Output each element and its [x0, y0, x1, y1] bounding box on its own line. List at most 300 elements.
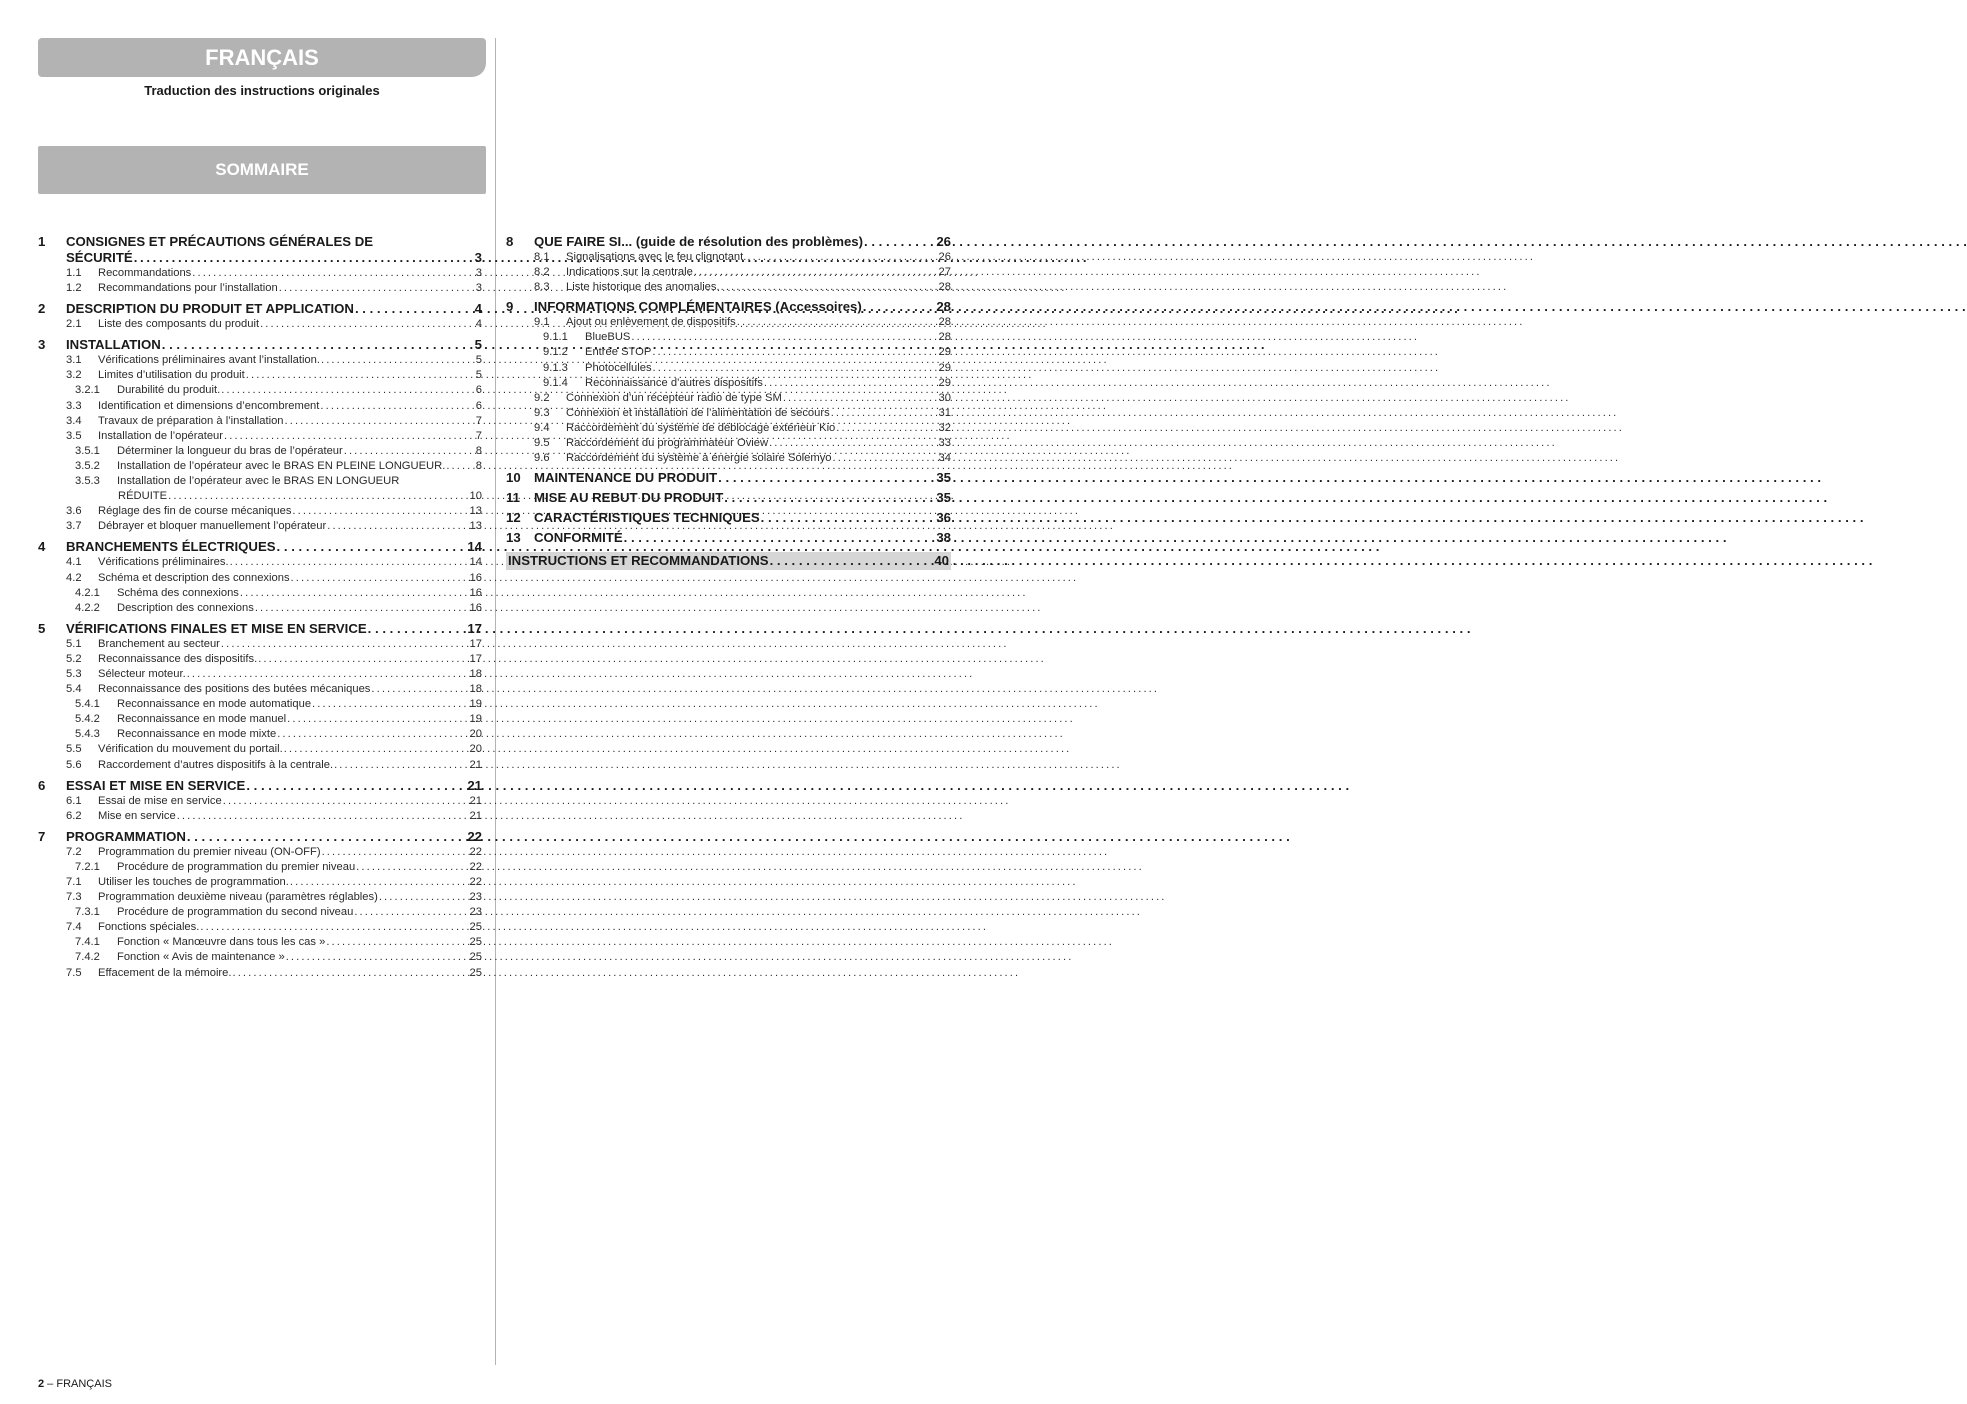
toc-entry-subsection[interactable]	[38, 652, 482, 667]
toc-entry-title-cont: RÉDUITE	[118, 490, 168, 503]
toc-entry-title: Liste des composants du produit	[98, 318, 260, 331]
toc-entry-page: 18	[469, 667, 482, 680]
toc-entry-page: 38	[936, 530, 951, 546]
toc-entry-number: 1	[38, 234, 46, 249]
toc-leader-dots	[770, 553, 934, 569]
toc-leader-dots	[631, 330, 937, 345]
toc-entry-title: INSTRUCTIONS ET RECOMMANDATIONS	[508, 553, 769, 569]
toc-entry-chapter[interactable]	[38, 234, 482, 250]
toc-entry-number: 3.5	[66, 429, 82, 442]
toc-leader-dots	[769, 436, 937, 451]
toc-entry-page: 5	[475, 369, 482, 382]
toc-leader-dots	[287, 712, 468, 727]
toc-entry-title: Indications sur la centrale	[566, 266, 693, 279]
toc-entry-title: Entrée STOP	[585, 346, 652, 359]
toc-entry-page: 27	[938, 266, 951, 279]
toc-entry-number: 8.3	[534, 281, 550, 294]
page-footer	[38, 1378, 112, 1390]
toc-section	[38, 539, 482, 615]
toc-entry-title: Limites d’utilisation du produit	[98, 369, 245, 382]
toc-entry-chapter[interactable]	[38, 337, 482, 353]
toc-entry-title: Schéma des connexions	[117, 586, 239, 599]
toc-entry-page: 25	[469, 951, 482, 964]
toc-entry-title: CONFORMITÉ	[534, 530, 623, 546]
toc-entry-subsection[interactable]	[506, 280, 951, 295]
toc-section	[38, 829, 482, 981]
toc-entry-subsection[interactable]	[38, 601, 482, 616]
toc-entry-number: 5.5	[66, 743, 82, 756]
toc-entry-subsection[interactable]	[38, 682, 482, 697]
toc-entry-page: 17	[469, 652, 482, 665]
toc-entry-number: 7.1	[66, 876, 82, 888]
toc-entry-number: 7.4.2	[75, 951, 100, 964]
toc-leader-dots	[260, 317, 475, 332]
toc-leader-dots	[836, 421, 937, 436]
toc-entry-number: 13	[506, 530, 521, 546]
toc-entry-chapter[interactable]	[38, 301, 482, 317]
toc-entry-title: Essai de mise en service	[98, 794, 222, 807]
toc-entry-title: Vérifications préliminaires.	[98, 556, 229, 569]
toc-leader-dots	[863, 299, 936, 315]
toc-entry-chapter[interactable]	[38, 778, 482, 794]
toc-entry-page: 29	[938, 376, 951, 389]
toc-entry-subsection[interactable]	[38, 809, 482, 824]
toc-entry-subsection[interactable]	[506, 345, 951, 360]
toc-entry-title: BlueBUS	[585, 331, 631, 344]
toc-right-column	[506, 234, 951, 570]
toc-entry-number: 9.1.2	[543, 346, 568, 359]
toc-leader-dots	[721, 280, 938, 295]
toc-leader-dots	[321, 353, 475, 368]
toc-entry-page: 40	[934, 553, 949, 569]
toc-entry-page: 29	[938, 361, 951, 374]
toc-entry-title: Réglage des fin de course mécaniques	[98, 505, 292, 518]
toc-entry-subsection[interactable]	[38, 845, 482, 860]
toc-entry-title: Vérification du mouvement du portail.	[98, 743, 283, 756]
toc-leader-dots	[221, 637, 469, 652]
toc-entry-title: VÉRIFICATIONS FINALES ET MISE EN SERVICE	[66, 620, 367, 636]
toc-entry-chapter[interactable]	[506, 299, 951, 315]
toc-entry-page: 8	[475, 459, 482, 472]
toc-leader-dots	[284, 742, 469, 757]
toc-entry-chapter[interactable]	[506, 530, 951, 546]
toc-entry-subsection-cont[interactable]	[38, 489, 482, 504]
toc-leader-dots	[277, 727, 468, 742]
toc-entry-subsection[interactable]	[38, 667, 482, 682]
toc-entry-number: 3.1	[66, 354, 82, 367]
toc-entry-number: 3.5.2	[75, 459, 100, 472]
toc-entry-title: Description des connexions	[117, 601, 254, 614]
toc-entry-chapter[interactable]	[506, 490, 951, 506]
toc-leader-dots	[279, 281, 475, 296]
toc-entry-page: 4	[475, 318, 482, 331]
toc-entry-number: 4.2	[66, 571, 82, 584]
toc-entry-chapter[interactable]	[38, 621, 482, 637]
toc-entry-title: Liste historique des anomalies.	[566, 281, 720, 294]
toc-entry-subsection[interactable]	[38, 860, 482, 875]
toc-entry-title: CONSIGNES ET PRÉCAUTIONS GÉNÉRALES DE	[66, 234, 374, 249]
toc-entry-page: 21	[469, 809, 482, 822]
toc-entry-subsection[interactable]	[38, 383, 482, 398]
toc-entry-page: 14	[469, 556, 482, 569]
toc-entry-number: 6	[38, 777, 46, 793]
toc-leader-dots	[355, 301, 474, 317]
toc-entry-title: Mise en service	[98, 809, 176, 822]
toc-leader-dots	[864, 234, 935, 250]
toc-entry-title: Sélecteur moteur.	[98, 667, 186, 680]
toc-entry-number: 3.6	[66, 505, 82, 518]
toc-entry-title: DESCRIPTION DU PRODUIT ET APPLICATION	[66, 301, 354, 317]
toc-leader-dots	[258, 652, 468, 667]
toc-entry-title: Fonction « Manœuvre dans tous les cas »	[117, 936, 326, 949]
toc-entry-page: 7	[475, 429, 482, 442]
toc-leader-dots	[322, 845, 469, 860]
toc-entry-page: 4	[474, 301, 482, 317]
toc-section	[38, 301, 482, 332]
toc-entry-number: 9.4	[534, 421, 550, 434]
toc-entry-title: Signalisations avec le feu clignotant.	[566, 251, 747, 263]
toc-leader-dots	[240, 586, 469, 601]
toc-entry-subsection[interactable]	[38, 966, 482, 981]
toc-entry-title: Procédure de programmation du second niveau	[117, 906, 354, 919]
toc-entry-subsection[interactable]	[506, 265, 951, 280]
toc-entry-subsection[interactable]	[506, 451, 951, 466]
document-subtitle: Traduction des instructions originales	[144, 83, 380, 98]
toc-entry-title: Débrayer et bloquer manuellement l’opérateur	[98, 520, 327, 533]
toc-entry-number: 4	[38, 539, 46, 555]
toc-entry-number: 9.1.3	[543, 361, 568, 374]
toc-entry-title: ESSAI ET MISE EN SERVICE	[66, 777, 246, 793]
toc-entry-subsection[interactable]	[38, 905, 482, 920]
toc-entry-number: 3.3	[66, 399, 82, 412]
language-banner: FRANÇAIS	[38, 38, 486, 77]
toc-entry-title: Ajout ou enlèvement de dispositifs	[566, 316, 736, 329]
toc-entry-title: Reconnaissance d’autres dispositifs	[585, 376, 763, 389]
toc-entry-subsection[interactable]	[38, 920, 482, 935]
toc-entry-chapter[interactable]	[506, 234, 951, 250]
toc-entry-subsection[interactable]	[506, 315, 951, 330]
toc-leader-dots	[187, 829, 466, 845]
footer-page-number: 2	[38, 1378, 45, 1390]
toc-entry-page: 28	[938, 331, 951, 344]
toc-entry-page: 6	[475, 384, 482, 397]
toc-entry-title: Installation de l’opérateur avec le BRAS EN PLEINE LONGUEUR.	[117, 459, 446, 472]
toc-entry-number: 7.3	[66, 891, 82, 904]
toc-leader-dots	[764, 376, 938, 391]
toc-entry-subsection[interactable]	[38, 317, 482, 332]
toc-entry-title: Identification et dimensions d’encombrement	[98, 399, 320, 412]
toc-entry-subsection[interactable]	[38, 519, 482, 534]
toc-entry-number: 9.3	[534, 406, 550, 419]
toc-entry-subsection[interactable]	[38, 875, 482, 890]
toc-entry-number: 7.5	[66, 966, 82, 979]
toc-entry-instructions-highlight[interactable]	[506, 552, 951, 570]
toc-entry-page: 31	[938, 406, 951, 419]
toc-entry-page: 28	[938, 316, 951, 329]
toc-leader-dots	[312, 697, 469, 712]
toc-entry-subsection[interactable]	[38, 474, 482, 489]
toc-entry-number: 7.3.1	[75, 906, 100, 919]
toc-leader-dots	[224, 429, 475, 444]
toc-entry-number: 5.4.1	[75, 698, 100, 711]
toc-leader-dots	[356, 860, 468, 875]
toc-leader-dots	[246, 368, 475, 383]
toc-entry-number: 1.1	[66, 267, 82, 279]
toc-entry-title: Recommandations	[98, 267, 192, 279]
toc-entry-subsection[interactable]	[38, 742, 482, 757]
toc-leader-dots	[290, 875, 469, 890]
toc-entry-subsection[interactable]	[38, 353, 482, 368]
toc-entry-subsection[interactable]	[38, 281, 482, 296]
toc-entry-title: Fonction « Avis de maintenance »	[117, 951, 285, 964]
toc-entry-page: 16	[469, 571, 482, 584]
toc-entry-title: Reconnaissance des dispositifs.	[98, 652, 258, 665]
toc-entry-page: 16	[469, 586, 482, 599]
toc-section	[506, 234, 951, 295]
toc-entry-page: 8	[475, 444, 482, 457]
toc-entry-chapter[interactable]	[506, 470, 951, 486]
toc-entry-page: 5	[474, 337, 482, 353]
toc-entry-number: 2.1	[66, 318, 82, 331]
toc-section	[38, 234, 482, 296]
toc-entry-subsection[interactable]	[506, 436, 951, 451]
toc-entry-subsection[interactable]	[38, 444, 482, 459]
toc-leader-dots	[246, 778, 466, 794]
toc-entry-subsection[interactable]	[506, 421, 951, 436]
toc-entry-page: 18	[469, 683, 482, 696]
toc-section	[506, 490, 951, 506]
toc-entry-subsection[interactable]	[38, 429, 482, 444]
toc-entry-page: 7	[475, 414, 482, 427]
toc-entry-page: 22	[469, 860, 482, 873]
toc-entry-page: 13	[469, 520, 482, 533]
toc-entry-subsection[interactable]	[38, 950, 482, 965]
toc-entry-page: 20	[469, 728, 482, 741]
toc-entry-subsection[interactable]	[506, 406, 951, 421]
toc-entry-subsection[interactable]	[38, 935, 482, 950]
toc-entry-page: 30	[938, 391, 951, 404]
toc-leader-dots	[327, 519, 468, 534]
toc-entry-subsection[interactable]	[38, 399, 482, 414]
toc-entry-number: 5.3	[66, 667, 82, 680]
toc-entry-page: 3	[475, 282, 482, 295]
toc-entry-subsection[interactable]	[38, 504, 482, 519]
toc-entry-page: 29	[938, 346, 951, 359]
toc-entry-page: 17	[467, 620, 482, 636]
toc-entry-subsection[interactable]	[38, 697, 482, 712]
toc-entry-subsection[interactable]	[506, 376, 951, 391]
toc-entry-title: MISE AU REBUT DU PRODUIT	[534, 490, 724, 506]
toc-section	[506, 299, 951, 466]
toc-entry-page: 21	[469, 794, 482, 807]
toc-leader-dots	[292, 504, 468, 519]
toc-entry-subsection[interactable]	[506, 391, 951, 406]
toc-entry-number: 9.1.4	[543, 376, 568, 389]
toc-entry-page: 26	[936, 234, 951, 249]
toc-leader-dots	[624, 530, 936, 546]
toc-section	[506, 530, 951, 546]
toc-entry-title: Raccordement du système à énergie solaire Solemyo	[566, 452, 832, 465]
toc-entry-chapter[interactable]	[506, 510, 951, 526]
toc-leader-dots	[737, 315, 938, 330]
toc-entry-number: 8	[506, 234, 514, 249]
toc-entry-title: INSTALLATION	[66, 337, 161, 353]
toc-entry-title: QUE FAIRE SI... (guide de résolution des problèmes)	[534, 234, 864, 249]
toc-entry-page: 32	[938, 421, 951, 434]
toc-section	[38, 621, 482, 773]
toc-entry-subsection[interactable]	[38, 794, 482, 809]
toc-leader-dots	[724, 490, 935, 506]
toc-entry-page: 21	[469, 758, 482, 771]
toc-entry-number: 5.4.3	[75, 728, 100, 741]
toc-entry-title: INFORMATIONS COMPLÉMENTAIRES (Accessoires)	[534, 299, 862, 315]
toc-entry-page: 19	[469, 713, 482, 726]
toc-entry-subsection[interactable]	[38, 571, 482, 586]
toc-leader-dots	[285, 414, 475, 429]
toc-entry-subsection[interactable]	[38, 712, 482, 727]
toc-leader-dots	[255, 601, 469, 616]
toc-entry-number: 5	[38, 620, 46, 636]
toc-entry-page: 36	[936, 510, 951, 526]
toc-entry-subsection[interactable]	[38, 414, 482, 429]
toc-entry-page: 19	[469, 698, 482, 711]
toc-entry-number: 5.4	[66, 683, 82, 696]
toc-entry-title: Installation de l’opérateur	[98, 429, 224, 442]
toc-entry-page: 23	[469, 891, 482, 904]
toc-entry-number: 3.2	[66, 369, 82, 382]
toc-leader-dots	[230, 555, 469, 570]
toc-entry-page: 13	[469, 505, 482, 518]
toc-entry-page: 25	[469, 921, 482, 934]
toc-entry-page: 33	[938, 437, 951, 450]
toc-entry-number: 12	[506, 510, 521, 526]
toc-entry-page: 25	[469, 966, 482, 979]
toc-entry-number: 7.2	[66, 845, 82, 858]
toc-entry-title: Reconnaissance des positions des butées mécaniques	[98, 683, 371, 696]
toc-entry-chapter[interactable]	[38, 539, 482, 555]
toc-entry-number: 5.1	[66, 637, 82, 650]
toc-leader-dots	[344, 444, 475, 459]
toc-leader-dots	[326, 935, 468, 950]
toc-entry-title: Effacement de la mémoire.	[98, 966, 232, 979]
toc-entry-page: 17	[469, 637, 482, 650]
toc-entry-subsection[interactable]	[506, 330, 951, 345]
toc-entry-title: Photocellules	[585, 361, 652, 374]
toc-entry-page: 14	[467, 539, 482, 555]
toc-entry-subsection[interactable]	[506, 250, 951, 265]
toc-entry-number: 7.4.1	[75, 936, 100, 949]
toc-entry-title: Recommandations pour l’installation	[98, 282, 278, 295]
toc-entry-title: Vérifications préliminaires avant l’installation.	[98, 354, 320, 367]
toc-entry-number: 6.1	[66, 794, 82, 807]
toc-entry-number: 7	[38, 828, 46, 844]
toc-entry-number: 6.2	[66, 809, 82, 822]
toc-entry-number: 2	[38, 301, 46, 317]
toc-leader-dots	[334, 758, 468, 773]
toc-entry-number: 4.1	[66, 556, 82, 569]
toc-entry-title: Connexion d’un récepteur radio de type SM	[566, 391, 782, 404]
toc-entry-page: 10	[469, 490, 482, 503]
toc-entry-number: 9.2	[534, 391, 550, 404]
toc-entry-page: 21	[467, 777, 482, 793]
toc-section	[38, 778, 482, 824]
toc-entry-page: 6	[475, 399, 482, 412]
toc-entry-title: Reconnaissance en mode mixte	[117, 728, 277, 741]
toc-entry-page: 23	[469, 906, 482, 919]
toc-entry-title: Raccordement du système de déblocage extérieur Kio	[566, 421, 836, 434]
toc-entry-subsection[interactable]	[38, 266, 482, 281]
toc-entry-subsection[interactable]	[38, 555, 482, 570]
toc-entry-number: 7.4	[66, 921, 82, 934]
toc-entry-title: Utiliser les touches de programmation.	[98, 876, 289, 888]
toc-entry-subsection[interactable]	[38, 758, 482, 773]
toc-entry-subsection[interactable]	[38, 368, 482, 383]
toc-entry-number: 9	[506, 299, 514, 315]
toc-leader-dots	[652, 345, 937, 360]
toc-entry-title-cont: SÉCURITÉ	[66, 250, 133, 265]
toc-entry-title: Programmation du premier niveau (ON-OFF)	[98, 845, 321, 858]
toc-entry-page: 20	[469, 743, 482, 756]
toc-entry-page: 28	[936, 299, 951, 315]
toc-entry-subsection[interactable]	[38, 890, 482, 905]
toc-entry-number: 4.2.1	[75, 586, 100, 599]
toc-entry-subsection[interactable]	[38, 727, 482, 742]
toc-entry-subsection[interactable]	[38, 637, 482, 652]
toc-entry-title: Reconnaissance en mode automatique	[117, 698, 312, 711]
toc-entry-chapter[interactable]	[38, 829, 482, 845]
toc-entry-subsection[interactable]	[38, 459, 482, 474]
toc-leader-dots	[368, 621, 467, 637]
toc-leader-dots	[187, 667, 469, 682]
toc-leader-dots	[223, 794, 469, 809]
toc-entry-subsection[interactable]	[506, 361, 951, 376]
toc-leader-dots	[379, 890, 469, 905]
toc-entry-number: 3	[38, 337, 46, 353]
toc-leader-dots	[694, 265, 938, 280]
toc-leader-dots	[354, 905, 468, 920]
toc-entry-number: 3.2.1	[75, 384, 100, 397]
toc-entry-chapter-cont[interactable]	[38, 250, 482, 266]
toc-leader-dots	[446, 459, 474, 474]
toc-leader-dots	[747, 250, 937, 265]
toc-entry-number: 11	[506, 490, 520, 506]
toc-entry-page: 28	[938, 281, 951, 294]
toc-entry-number: 1.2	[66, 282, 82, 295]
toc-leader-dots	[192, 266, 474, 281]
toc-entry-number: 4.2.2	[75, 601, 100, 614]
toc-leader-dots	[320, 399, 474, 414]
toc-entry-page: 22	[467, 828, 482, 844]
toc-entry-page: 34	[938, 452, 951, 465]
toc-entry-number: 3.7	[66, 520, 82, 533]
footer-language: FRANÇAIS	[56, 1378, 112, 1390]
toc-left-column	[38, 234, 482, 983]
toc-leader-dots	[177, 809, 469, 824]
toc-leader-dots	[168, 489, 468, 504]
toc-leader-dots	[783, 391, 938, 406]
toc-entry-number: 3.5.3	[75, 475, 100, 488]
toc-entry-title: Schéma et description des connexions	[98, 571, 290, 584]
toc-entry-subsection[interactable]	[38, 586, 482, 601]
toc-section	[38, 337, 482, 534]
toc-leader-dots	[134, 250, 474, 266]
toc-leader-dots	[277, 539, 467, 555]
toc-entry-title: BRANCHEMENTS ÉLECTRIQUES	[66, 539, 276, 555]
toc-section	[506, 510, 951, 526]
toc-entry-title: MAINTENANCE DU PRODUIT	[534, 470, 718, 486]
toc-entry-number: 3.5.1	[75, 444, 100, 457]
toc-entry-title: Travaux de préparation à l’installation	[98, 414, 284, 427]
